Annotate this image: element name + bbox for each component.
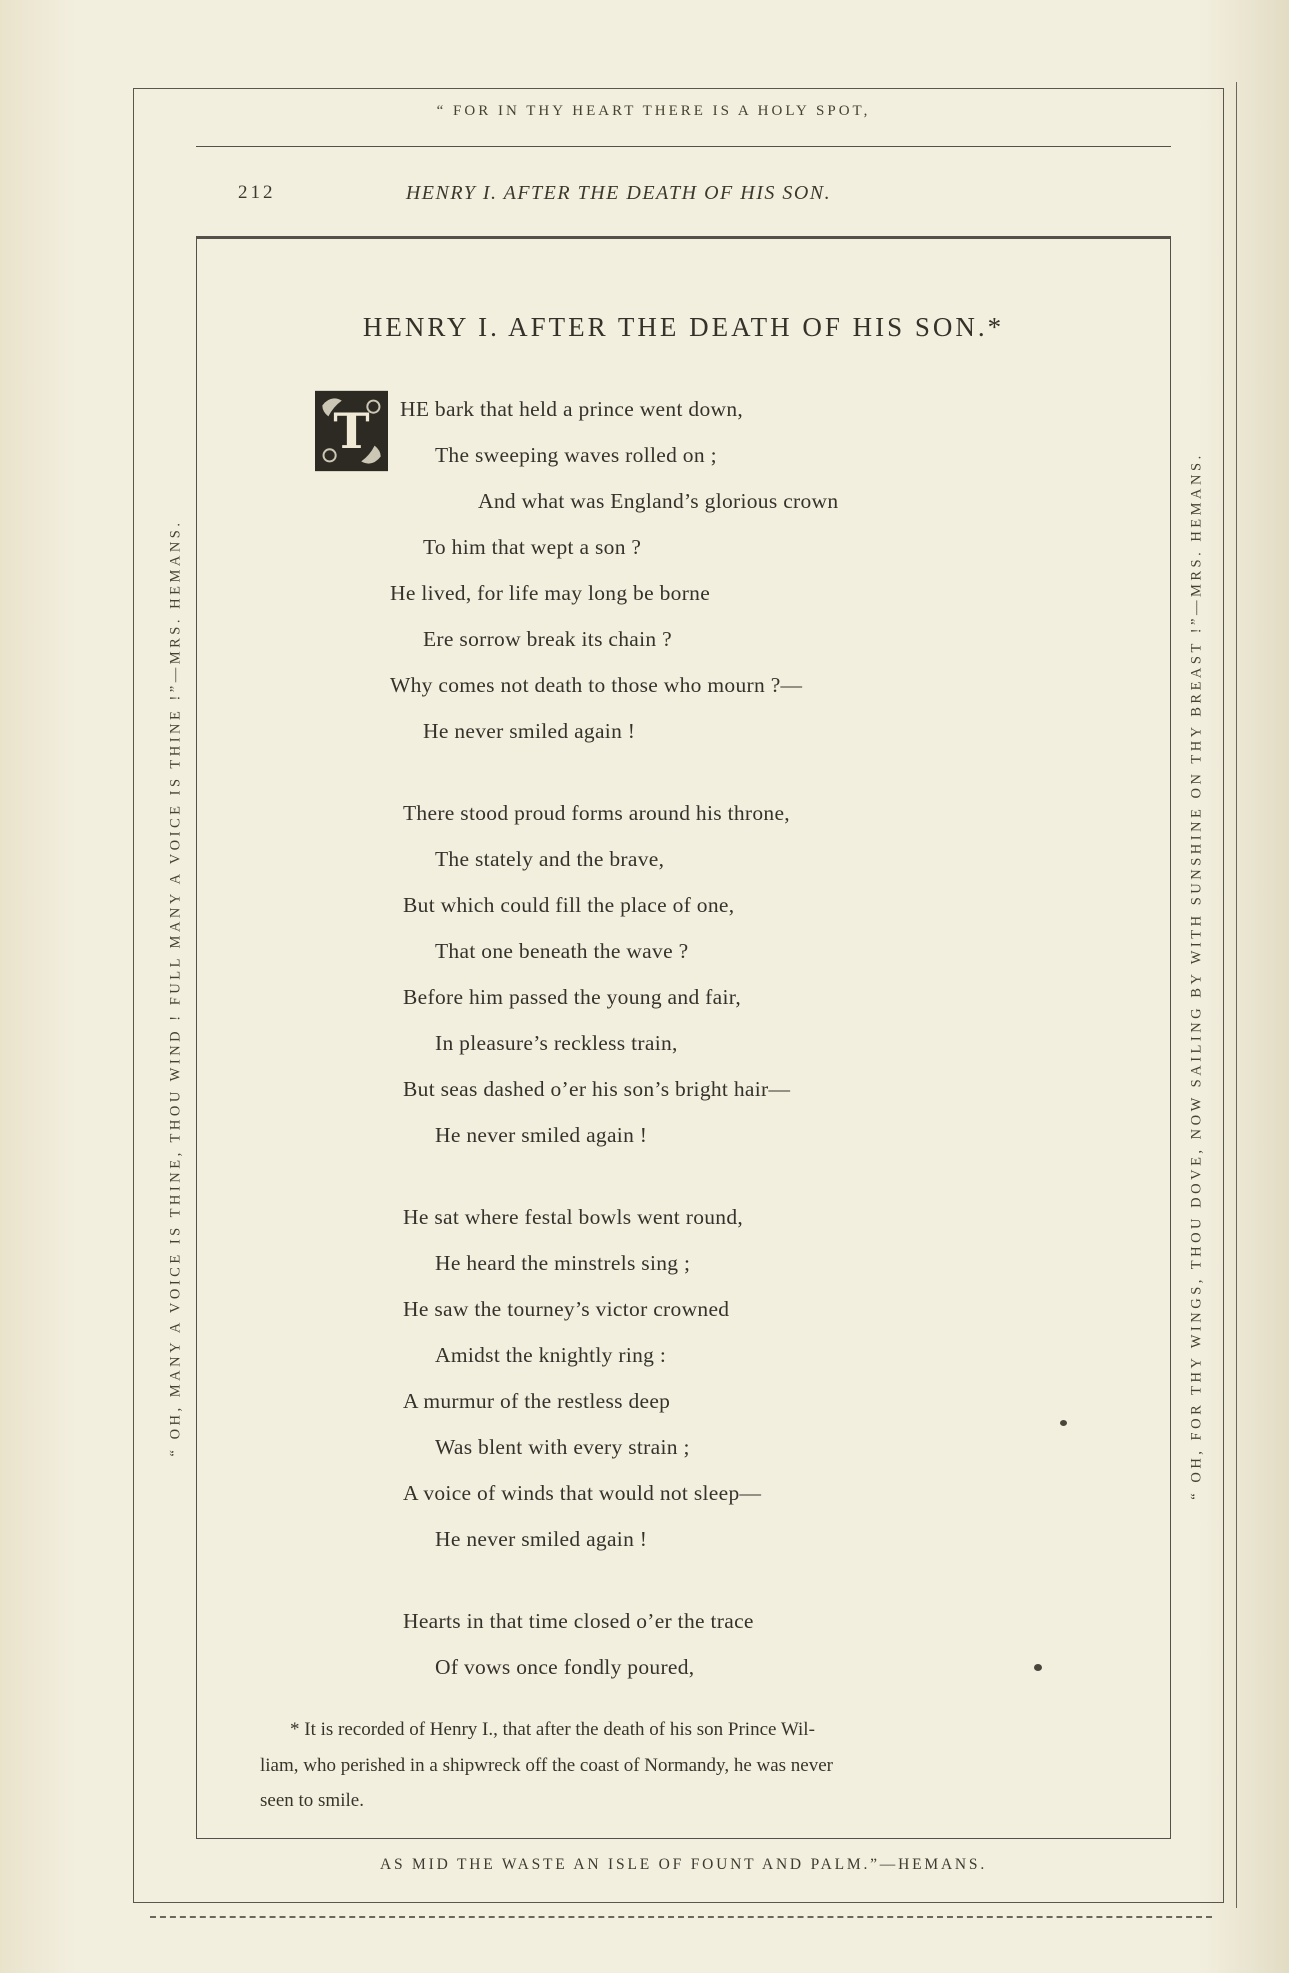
right-margin-quote: “ OH, FOR THY WINGS, THOU DOVE, NOW SAILING BY WITH SUNSHINE ON THY BREAST !”—MRS. HEMANS. <box>1188 452 1205 1500</box>
stanza-1 <box>390 386 1180 754</box>
poem-title: HENRY I. AFTER THE DEATH OF HIS SON.* <box>362 312 1005 342</box>
poem-line: But which could fill the place of one, <box>403 893 735 917</box>
drop-cap-letter: T <box>333 403 370 461</box>
ink-speck <box>1060 1420 1067 1426</box>
poem-line: Of vows once fondly poured, <box>435 1655 695 1679</box>
poem-line: There stood proud forms around his throne, <box>403 801 790 825</box>
poem-line: He never smiled again ! <box>435 1527 648 1551</box>
poem-line: HE bark that held a prince went down, <box>400 397 744 421</box>
poem-body <box>390 386 1180 1726</box>
footnote-line: liam, who perished in a shipwreck off the coast of Normandy, he was never <box>260 1754 833 1776</box>
poem-line: A voice of winds that would not sleep— <box>403 1481 762 1505</box>
poem-line: That one beneath the wave ? <box>435 939 689 963</box>
top-running-quote: “ FOR IN THY HEART THERE IS A HOLY SPOT, <box>436 103 871 119</box>
poem-line: The sweeping waves rolled on ; <box>435 443 717 467</box>
footer-rule <box>196 1838 1171 1839</box>
ink-speck <box>1034 1664 1042 1671</box>
stanza-4 <box>390 1598 1180 1690</box>
poem-line: But seas dashed o’er his son’s bright hair— <box>403 1077 791 1101</box>
poem-line: Ere sorrow break its chain ? <box>423 627 672 651</box>
poem-line: And what was England’s glorious crown <box>478 489 839 513</box>
poem-line: He never smiled again ! <box>423 719 636 743</box>
footnote-line: seen to smile. <box>260 1790 364 1811</box>
poem-line: He sat where festal bowls went round, <box>403 1205 744 1229</box>
poem-line: A murmur of the restless deep <box>403 1389 671 1413</box>
footer-running-quote: AS MID THE WASTE AN ISLE OF FOUNT AND PALM.”—HEMANS. <box>379 1856 988 1873</box>
drop-cap-initial-icon <box>315 390 388 472</box>
poem-line: The stately and the brave, <box>435 847 665 871</box>
footnote-line: * It is recorded of Henry I., that after the death of his son Prince Wil- <box>290 1719 815 1740</box>
poem-line: He never smiled again ! <box>435 1123 648 1147</box>
poem-line: Was blent with every strain ; <box>435 1435 690 1459</box>
poem-line: In pleasure’s reckless train, <box>435 1031 678 1055</box>
bottom-dashed-rule <box>150 1916 1212 1918</box>
text-frame-left-rule <box>196 236 197 1838</box>
poem-line: To him that wept a son ? <box>423 535 642 559</box>
stanza-3 <box>390 1194 1180 1562</box>
header-rule <box>196 146 1171 147</box>
poem-line: He saw the tourney’s victor crowned <box>403 1297 730 1321</box>
running-head-title: HENRY I. AFTER THE DEATH OF HIS SON. <box>405 182 832 204</box>
left-margin-quote: “ OH, MANY A VOICE IS THINE, THOU WIND ! FULL MANY A VOICE IS THINE !”—MRS. HEMANS. <box>167 519 184 1457</box>
poem-line: He lived, for life may long be borne <box>390 581 711 605</box>
poem-line: He heard the minstrels sing ; <box>435 1251 691 1275</box>
page-edge-line <box>1236 82 1237 1908</box>
poem-line: Hearts in that time closed o’er the trace <box>403 1609 754 1633</box>
footnote <box>260 1712 1165 1819</box>
running-head <box>196 182 1171 205</box>
page-number: 212 <box>238 182 276 203</box>
poem-line: Why comes not death to those who mourn ?— <box>390 673 803 697</box>
running-head-rule <box>196 236 1171 239</box>
poem-line: Before him passed the young and fair, <box>403 985 742 1009</box>
stanza-2 <box>390 790 1180 1158</box>
poem-line: Amidst the knightly ring : <box>435 1343 667 1367</box>
